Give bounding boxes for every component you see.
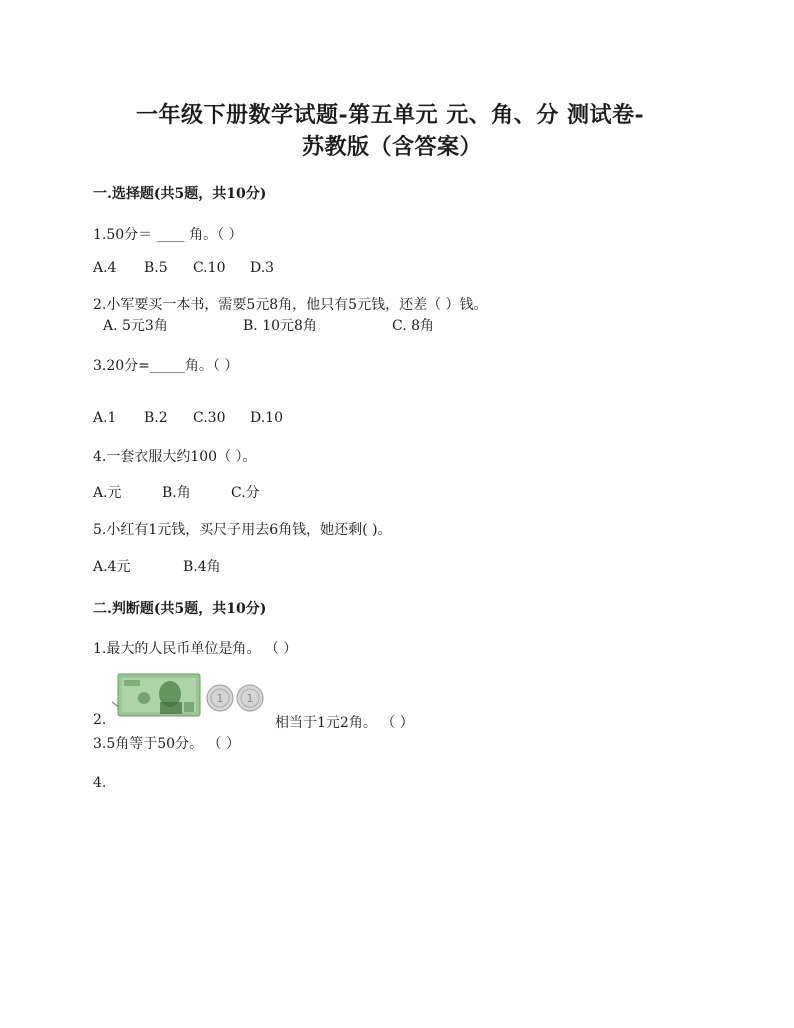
question-1-option-a: A.4 xyxy=(93,260,117,276)
judgement-2-text: 相当于1元2角。 （ ） xyxy=(275,715,414,731)
question-4-option-b: B.角 xyxy=(162,485,191,501)
question-5-stem: 5.小红有1元钱，买尺子用去6角钱，她还剩( )。 xyxy=(93,522,392,538)
money-illustration xyxy=(110,672,270,720)
question-2-option-c: C. 8角 xyxy=(392,318,435,334)
question-2-option-a: A. 5元3角 xyxy=(103,318,168,334)
one-yuan-banknote xyxy=(118,674,200,716)
question-3-stem: 3.20分=_____角。（ ） xyxy=(93,358,239,374)
question-2-option-b: B. 10元8角 xyxy=(243,318,317,334)
question-4-stem: 4.一套衣服大约100（ ）。 xyxy=(93,449,257,465)
judgement-2-number: 2. xyxy=(93,712,107,728)
page-title-line-2: 苏教版（含答案） xyxy=(302,134,483,160)
question-3-option-d: D.10 xyxy=(250,410,283,426)
question-3-option-c: C.30 xyxy=(193,410,226,426)
question-4-option-c: C.分 xyxy=(231,485,260,501)
question-5-option-b: B.4角 xyxy=(183,559,221,575)
coin-two xyxy=(237,685,263,711)
svg-text:1: 1 xyxy=(216,692,224,705)
question-1-option-d: D.3 xyxy=(250,260,275,276)
question-1-stem: 1.50分＝ ____ 角。（ ） xyxy=(93,227,243,243)
question-2-stem: 2.小军要买一本书，需要5元8角，他只有5元钱，还差（ ）钱。 xyxy=(93,297,488,313)
section-heading-choice: 一.选择题(共5题，共10分) xyxy=(93,186,267,202)
svg-text:1: 1 xyxy=(246,692,254,705)
judgement-4: 4. xyxy=(93,775,107,791)
question-3-option-b: B.2 xyxy=(144,410,168,426)
question-1-option-c: C.10 xyxy=(193,260,226,276)
question-4-option-a: A.元 xyxy=(93,485,122,501)
question-1-option-b: B.5 xyxy=(144,260,168,276)
question-5-option-a: A.4元 xyxy=(93,559,131,575)
judgement-3: 3.5角等于50分。 （ ） xyxy=(93,736,240,752)
section-heading-judgement: 二.判断题(共5题，共10分) xyxy=(93,601,267,617)
banknote-and-coins-image xyxy=(110,672,270,720)
question-3-option-a: A.1 xyxy=(93,410,117,426)
judgement-1: 1.最大的人民币单位是角。 （ ） xyxy=(93,641,298,657)
coin-one xyxy=(207,685,233,711)
page-title-line-1: 一年级下册数学试题-第五单元 元、角、分 测试卷- xyxy=(136,102,645,128)
